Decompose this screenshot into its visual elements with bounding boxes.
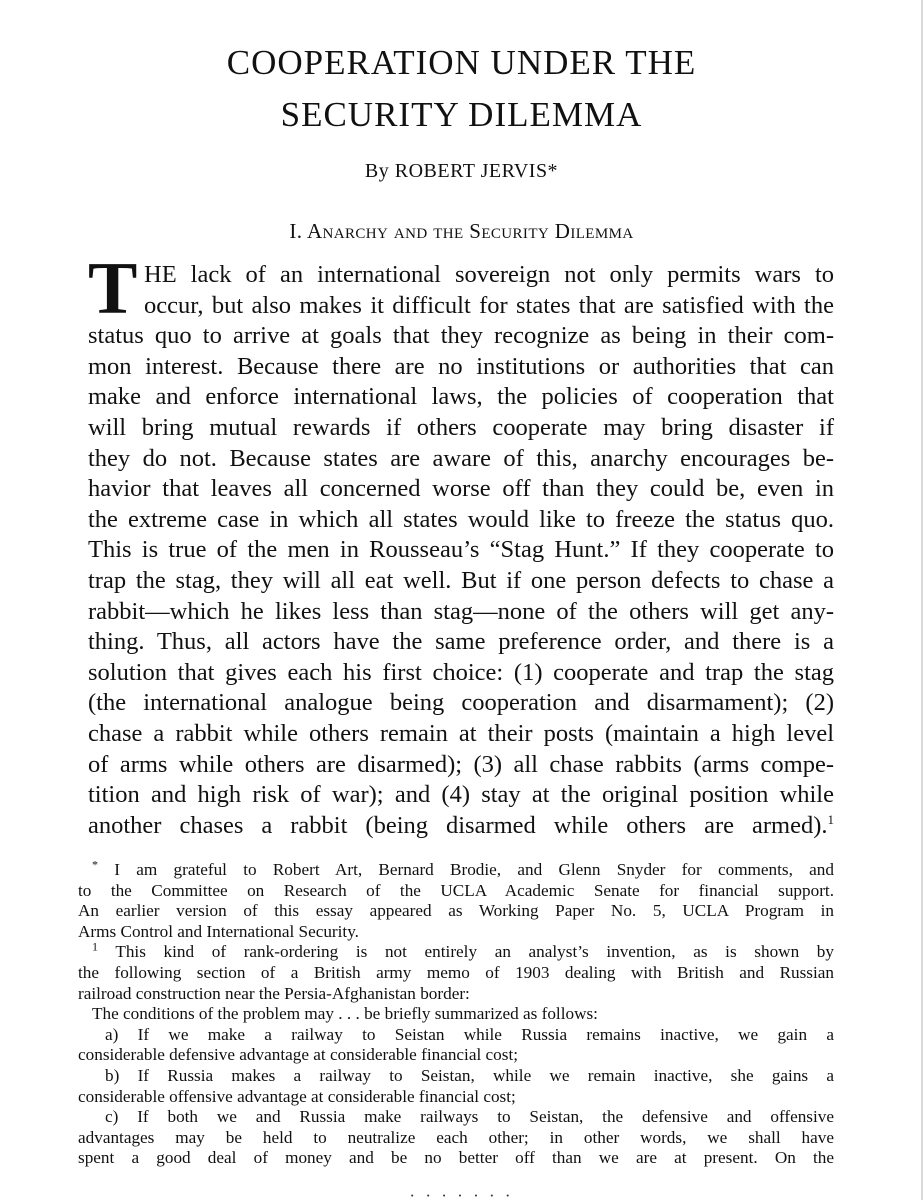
body-line: havior that leaves all concerned worse off than they could be, even in bbox=[88, 475, 834, 503]
body-line: they do not. Because states are aware of this, anarchy encourages be- bbox=[88, 444, 834, 472]
quote-line: considerable offensive advantage at considerable financial cost; bbox=[78, 1086, 516, 1106]
footnote-1-line: railroad construction near the Persia-Afghanistan border: bbox=[78, 983, 470, 1003]
body-line: tition and high risk of war); and (4) stay at the original position while bbox=[88, 781, 834, 809]
body-line: chase a rabbit while others remain at their posts (maintain a high level bbox=[88, 719, 834, 747]
quote-line: a) If we make a railway to Seistan while Russia remains inactive, we gain a bbox=[105, 1024, 834, 1044]
body-paragraph bbox=[88, 260, 834, 841]
footnotes bbox=[78, 857, 834, 1169]
footnote-1-line: the following section of a British army memo of 1903 dealing with British and Russian bbox=[78, 962, 834, 982]
drop-cap: T bbox=[88, 248, 138, 330]
body-line: make and enforce international laws, the policies of cooperation that bbox=[88, 383, 834, 411]
quote-line: spent a good deal of money and be no better off than we are at present. On the bbox=[78, 1148, 834, 1168]
article-title-line-2: SECURITY DILEMMA bbox=[280, 95, 643, 134]
footnote-star-line: to the Committee on Research of the UCLA Academic Senate for financial support. bbox=[78, 880, 834, 900]
author-byline: By ROBERT JERVIS* bbox=[364, 160, 559, 182]
body-line: occur, but also makes it difficult for states that are satisfied with the bbox=[144, 291, 834, 319]
body-line: status quo to arrive at goals that they recognize as being in their com- bbox=[88, 322, 834, 350]
footnote-ref-1[interactable]: 1 bbox=[827, 811, 834, 827]
body-line: HE lack of an international sovereign not only permits wars to bbox=[144, 261, 834, 288]
quote-line: advantages may be held to neutralize each other; in other words, we shall have bbox=[78, 1127, 834, 1147]
footnote-1-mark: 1 bbox=[92, 939, 98, 954]
body-line: mon interest. Because there are no institutions or authorities that can bbox=[88, 352, 834, 380]
section-heading: I. Anarchy and the Security Dilemma bbox=[289, 219, 634, 243]
cut-off-page-footer: · · · · · · · bbox=[409, 1186, 514, 1200]
body-line: the extreme case in which all states would like to freeze the status quo. bbox=[88, 505, 834, 533]
body-line: This is true of the men in Rousseau’s “Stag Hunt.” If they cooperate to bbox=[88, 536, 834, 564]
body-line: (the international analogue being cooperation and disarmament); (2) bbox=[88, 689, 834, 717]
body-line: trap the stag, they will all eat well. But if one person defects to chase a bbox=[88, 566, 834, 594]
quote-line: c) If both we and Russia make railways to Seistan, the defensive and offensive bbox=[105, 1107, 834, 1127]
body-line: will bring mutual rewards if others cooperate may bring disaster if bbox=[88, 413, 834, 441]
footnote-star-line: An earlier version of this essay appeared as Working Paper No. 5, UCLA Program in bbox=[78, 901, 834, 921]
footnote-star-line: Arms Control and International Security. bbox=[78, 921, 359, 941]
quote-line: The conditions of the problem may . . . be briefly summarized as follows: bbox=[92, 1004, 598, 1024]
body-line-text: another chases a rabbit (being disarmed while others are armed). bbox=[88, 811, 828, 839]
quote-line: b) If Russia makes a railway to Seistan, while we remain inactive, she gains a bbox=[105, 1065, 834, 1085]
body-line: thing. Thus, all actors have the same preference order, and there is a bbox=[88, 628, 834, 656]
body-line: of arms while others are disarmed); (3) all chase rabbits (arms compe- bbox=[88, 750, 834, 778]
footnote-star-mark: * bbox=[92, 857, 98, 872]
footnote-star-line: * I am grateful to Robert Art, Bernard Brodie, and Glenn Snyder for comments, and bbox=[92, 857, 834, 879]
body-line: rabbit—which he likes less than stag—none of the others will get any- bbox=[88, 597, 834, 625]
body-line: solution that gives each his first choice: (1) cooperate and trap the stag bbox=[88, 658, 834, 686]
body-line-last bbox=[88, 811, 834, 842]
footnote-1-line: $^1$ This kind of rank-ordering is not entirely an analyst’s invention, as is shown by bbox=[92, 939, 834, 962]
quote-line: considerable defensive advantage at considerable financial cost; bbox=[78, 1045, 518, 1065]
article-title-line-1: COOPERATION UNDER THE bbox=[226, 43, 697, 82]
